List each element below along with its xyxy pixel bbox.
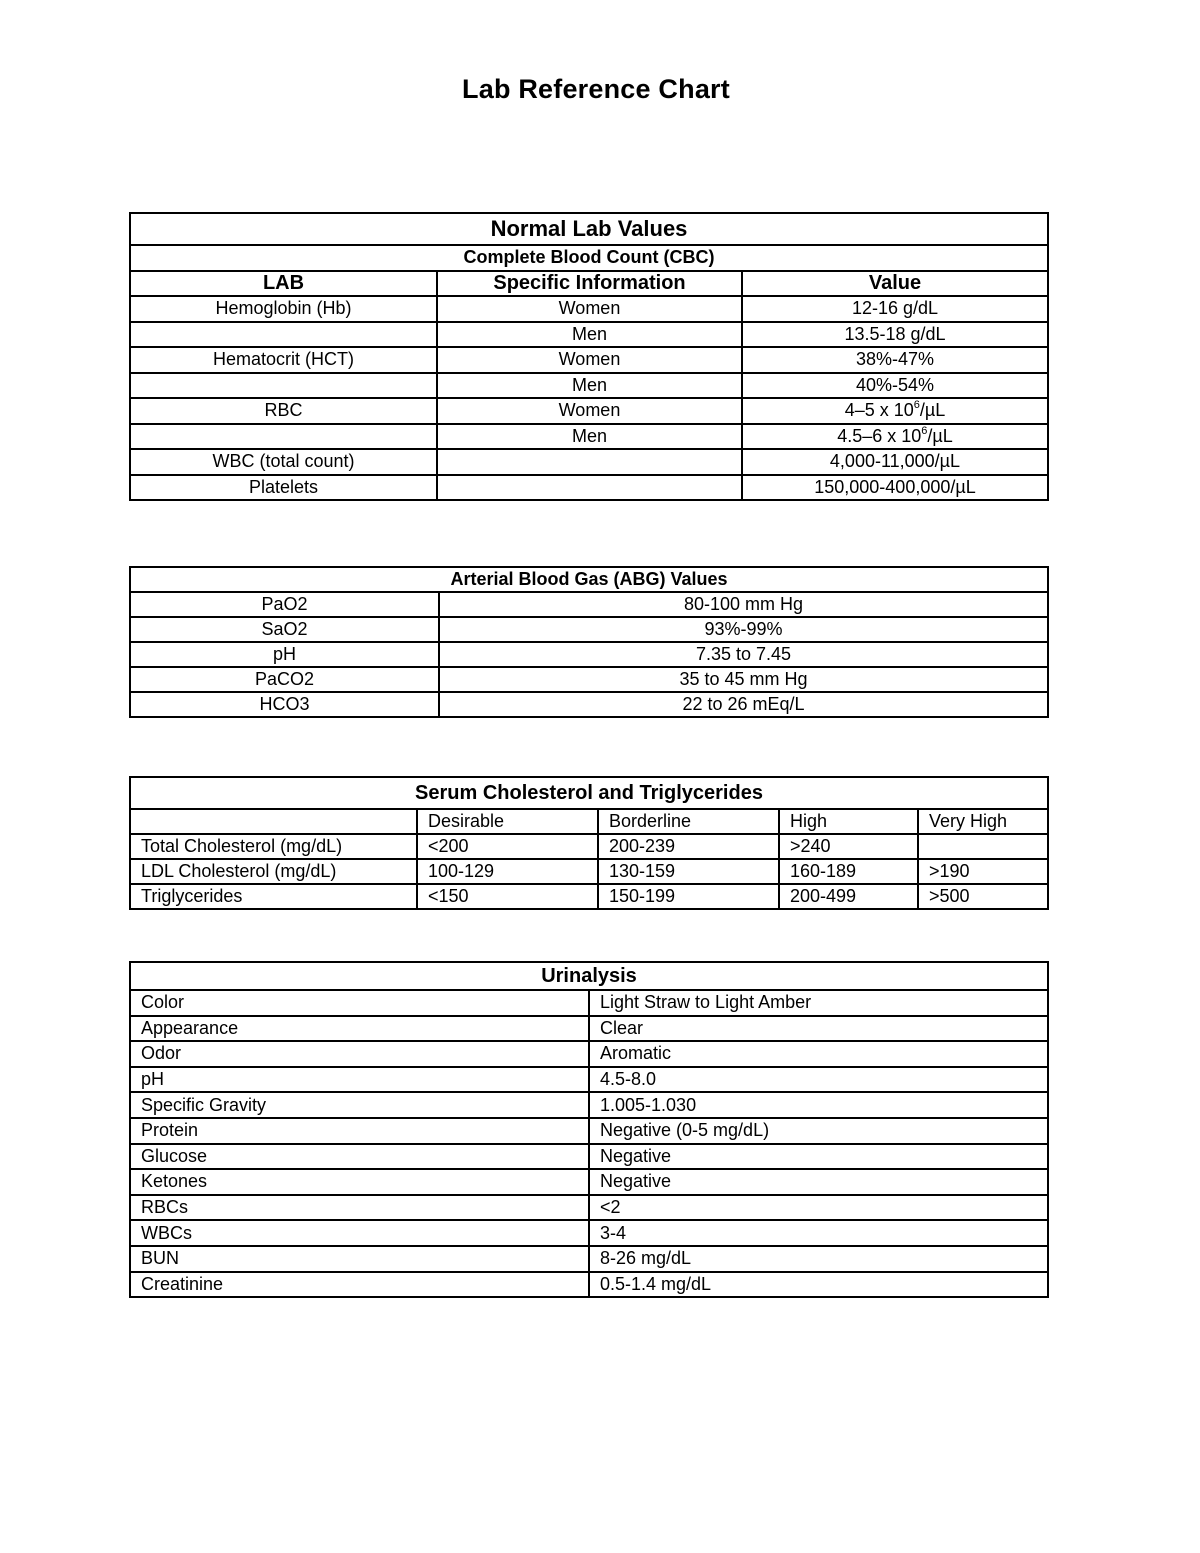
column-headers bbox=[130, 809, 1048, 834]
info-cell: Men bbox=[437, 322, 742, 348]
value-unit: /µL bbox=[927, 425, 953, 446]
lab-cell: Hematocrit (HCT) bbox=[130, 347, 437, 373]
column-header: Borderline bbox=[598, 809, 779, 834]
table-row bbox=[130, 347, 1048, 373]
row-label: Creatinine bbox=[130, 1272, 589, 1298]
row-label: LDL Cholesterol (mg/dL) bbox=[130, 859, 417, 884]
value-cell: Negative bbox=[589, 1169, 1048, 1195]
row-label: Triglycerides bbox=[130, 884, 417, 909]
value-cell: 4,000-11,000/µL bbox=[742, 449, 1048, 475]
table-heading: Urinalysis bbox=[130, 962, 1048, 990]
table-row bbox=[130, 322, 1048, 348]
high-cell: >240 bbox=[779, 834, 918, 859]
value-cell: 3-4 bbox=[589, 1220, 1048, 1246]
value-cell: 12-16 g/dL bbox=[742, 296, 1048, 322]
info-cell: Women bbox=[437, 398, 742, 424]
lab-cell: WBC (total count) bbox=[130, 449, 437, 475]
info-cell bbox=[437, 475, 742, 501]
row-label: Appearance bbox=[130, 1016, 589, 1042]
table-row bbox=[130, 667, 1048, 692]
info-cell: Women bbox=[437, 347, 742, 373]
table-row bbox=[130, 1092, 1048, 1118]
lab-cell: PaO2 bbox=[130, 592, 439, 617]
row-label: Glucose bbox=[130, 1144, 589, 1170]
value-cell: 38%-47% bbox=[742, 347, 1048, 373]
table-row bbox=[130, 373, 1048, 399]
table-heading: Serum Cholesterol and Triglycerides bbox=[130, 777, 1048, 809]
column-header: Desirable bbox=[417, 809, 598, 834]
page-title: Lab Reference Chart bbox=[462, 74, 730, 104]
table-row bbox=[130, 1169, 1048, 1195]
value-cell: <2 bbox=[589, 1195, 1048, 1221]
table-row bbox=[130, 1016, 1048, 1042]
column-header: Very High bbox=[918, 809, 1048, 834]
value-cell: 13.5-18 g/dL bbox=[742, 322, 1048, 348]
table-row bbox=[130, 296, 1048, 322]
row-label: Protein bbox=[130, 1118, 589, 1144]
lab-cell: HCO3 bbox=[130, 692, 439, 717]
table-row bbox=[130, 1041, 1048, 1067]
very-high-cell bbox=[918, 834, 1048, 859]
column-headers bbox=[130, 271, 1048, 297]
value-unit: /µL bbox=[919, 400, 946, 421]
row-label: Odor bbox=[130, 1041, 589, 1067]
value-cell: 150,000-400,000/µL bbox=[742, 475, 1048, 501]
row-label: Ketones bbox=[130, 1169, 589, 1195]
value-cell: 0.5-1.4 mg/dL bbox=[589, 1272, 1048, 1298]
borderline-cell: 150-199 bbox=[598, 884, 779, 909]
lab-cell: SaO2 bbox=[130, 617, 439, 642]
cholesterol-table bbox=[129, 776, 1049, 910]
value-base: 4.5–6 x 10 bbox=[837, 425, 922, 446]
value-exponent: 6 bbox=[913, 399, 920, 412]
table-row bbox=[130, 1246, 1048, 1272]
value-cell: 40%-54% bbox=[742, 373, 1048, 399]
high-cell: 160-189 bbox=[779, 859, 918, 884]
value-cell: Aromatic bbox=[589, 1041, 1048, 1067]
value-cell: 4.5-8.0 bbox=[589, 1067, 1048, 1093]
info-cell: Women bbox=[437, 296, 742, 322]
lab-cell: Platelets bbox=[130, 475, 437, 501]
table-row bbox=[130, 617, 1048, 642]
lab-cell bbox=[130, 322, 437, 348]
row-label: RBCs bbox=[130, 1195, 589, 1221]
table-row bbox=[130, 834, 1048, 859]
table-row bbox=[130, 692, 1048, 717]
value-cell: Negative (0-5 mg/dL) bbox=[589, 1118, 1048, 1144]
value-cell: 8-26 mg/dL bbox=[589, 1246, 1048, 1272]
value-cell: Negative bbox=[589, 1144, 1048, 1170]
lab-cell bbox=[130, 424, 437, 450]
table-row bbox=[130, 990, 1048, 1016]
column-header: Specific Information bbox=[437, 271, 742, 297]
value-cell bbox=[742, 424, 1048, 450]
table-subheading: Complete Blood Count (CBC) bbox=[130, 245, 1048, 271]
column-header: Value bbox=[742, 271, 1048, 297]
very-high-cell: >500 bbox=[918, 884, 1048, 909]
row-label: Color bbox=[130, 990, 589, 1016]
borderline-cell: 200-239 bbox=[598, 834, 779, 859]
row-label: pH bbox=[130, 1067, 589, 1093]
info-cell: Men bbox=[437, 373, 742, 399]
lab-cell bbox=[130, 373, 437, 399]
table-row bbox=[130, 475, 1048, 501]
table-row bbox=[130, 1220, 1048, 1246]
table-row bbox=[130, 398, 1048, 424]
column-header: High bbox=[779, 809, 918, 834]
cbc-table bbox=[129, 212, 1049, 501]
row-label: BUN bbox=[130, 1246, 589, 1272]
table-row bbox=[130, 1144, 1048, 1170]
abg-table bbox=[129, 566, 1049, 718]
value-cell: 22 to 26 mEq/L bbox=[439, 692, 1048, 717]
urinalysis-table bbox=[129, 961, 1049, 1298]
lab-cell: pH bbox=[130, 642, 439, 667]
value-base: 4–5 x 10 bbox=[844, 400, 914, 421]
table-row bbox=[130, 642, 1048, 667]
table-row bbox=[130, 1118, 1048, 1144]
lab-cell: PaCO2 bbox=[130, 667, 439, 692]
info-cell: Men bbox=[437, 424, 742, 450]
lab-cell: Hemoglobin (Hb) bbox=[130, 296, 437, 322]
table-row bbox=[130, 884, 1048, 909]
desirable-cell: 100-129 bbox=[417, 859, 598, 884]
value-cell: 80-100 mm Hg bbox=[439, 592, 1048, 617]
value-cell: 93%-99% bbox=[439, 617, 1048, 642]
value-cell: 7.35 to 7.45 bbox=[439, 642, 1048, 667]
table-heading: Normal Lab Values bbox=[130, 213, 1048, 245]
table-row bbox=[130, 1067, 1048, 1093]
value-cell bbox=[742, 398, 1048, 424]
value-cell: 1.005-1.030 bbox=[589, 1092, 1048, 1118]
table-row bbox=[130, 1272, 1048, 1298]
high-cell: 200-499 bbox=[779, 884, 918, 909]
column-header: LAB bbox=[130, 271, 437, 297]
lab-cell: RBC bbox=[130, 398, 437, 424]
value-cell: Clear bbox=[589, 1016, 1048, 1042]
row-label: Specific Gravity bbox=[130, 1092, 589, 1118]
value-cell: 35 to 45 mm Hg bbox=[439, 667, 1048, 692]
table-row bbox=[130, 1195, 1048, 1221]
table-row bbox=[130, 424, 1048, 450]
column-header bbox=[130, 809, 417, 834]
row-label: Total Cholesterol (mg/dL) bbox=[130, 834, 417, 859]
very-high-cell: >190 bbox=[918, 859, 1048, 884]
info-cell bbox=[437, 449, 742, 475]
desirable-cell: <200 bbox=[417, 834, 598, 859]
value-exponent: 6 bbox=[921, 424, 928, 437]
borderline-cell: 130-159 bbox=[598, 859, 779, 884]
row-label: WBCs bbox=[130, 1220, 589, 1246]
table-heading: Arterial Blood Gas (ABG) Values bbox=[130, 567, 1048, 592]
table-row bbox=[130, 449, 1048, 475]
value-cell: Light Straw to Light Amber bbox=[589, 990, 1048, 1016]
table-row bbox=[130, 859, 1048, 884]
table-row bbox=[130, 592, 1048, 617]
desirable-cell: <150 bbox=[417, 884, 598, 909]
